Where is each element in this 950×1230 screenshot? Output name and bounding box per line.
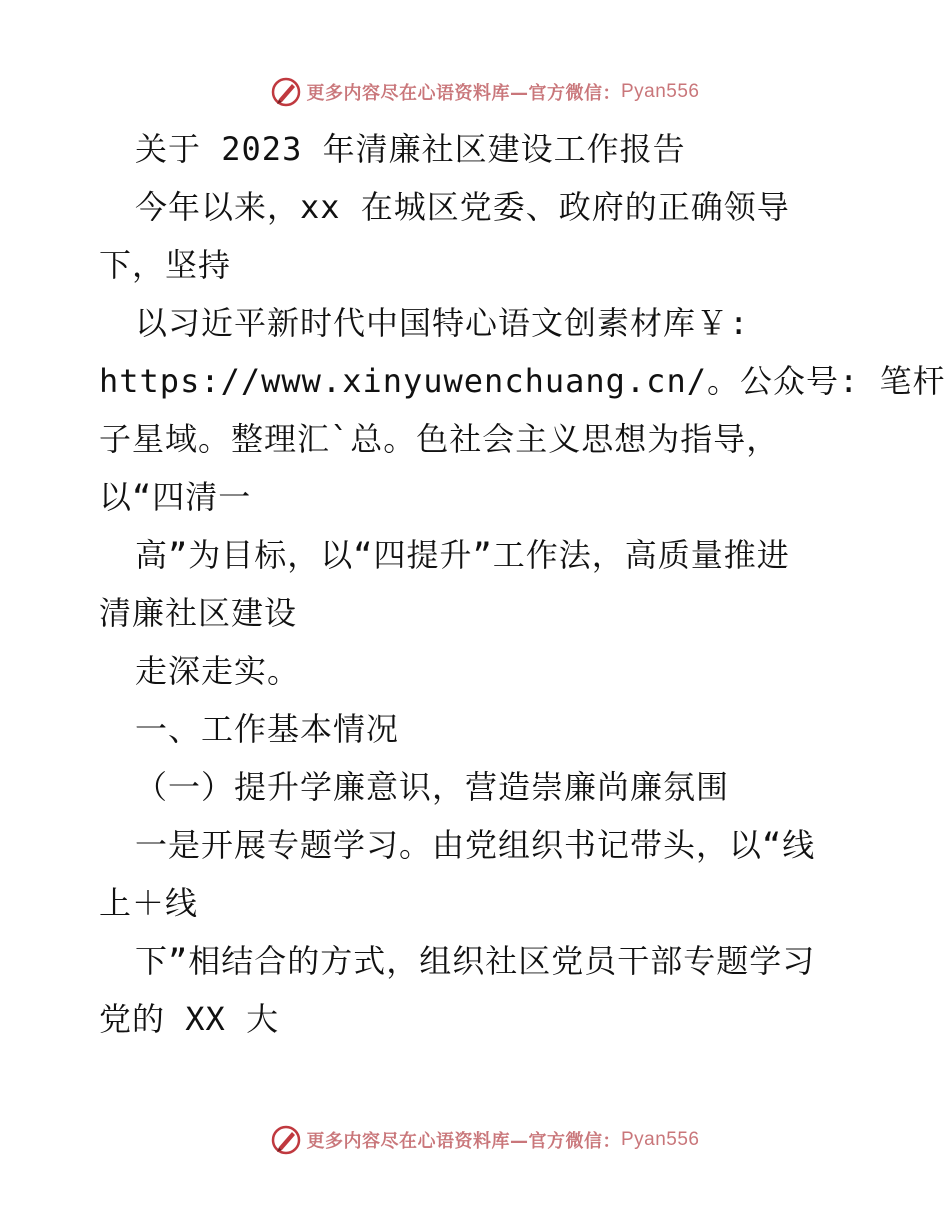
header-watermark xyxy=(0,72,950,112)
text-line: 以习近平新时代中国特心语文创素材库￥: xyxy=(135,304,750,342)
text-line: 子星域。整理汇`总。色社会主义思想为指导， xyxy=(99,420,780,458)
text-line: 党的 XX 大 xyxy=(99,1000,280,1038)
subsection-heading: （一）提升学廉意识，营造崇廉尚廉氛围 xyxy=(135,768,730,806)
text-line: 下，坚持 xyxy=(99,246,232,284)
footer-watermark xyxy=(0,1120,950,1160)
section-heading: 一、工作基本情况 xyxy=(135,710,400,748)
pen-logo-icon xyxy=(270,1124,302,1156)
text-line: https://www.xinyuwenchuang.cn/。公众号: 笔杆 xyxy=(99,362,946,400)
watermark-wechat-id: Pyan556 xyxy=(620,1129,700,1150)
watermark-text: 更多内容尽在心语资料库—官方微信： xyxy=(306,1131,621,1152)
text-line: 走深走实。 xyxy=(135,652,301,690)
text-line: 以“四清一 xyxy=(99,478,252,516)
text-line: 今年以来，xx 在城区党委、政府的正确领导 xyxy=(135,188,790,226)
document-body xyxy=(99,120,946,1048)
text-line: 高”为目标，以“四提升”工作法，高质量推进 xyxy=(135,536,790,574)
text-line: 上＋线 xyxy=(99,884,199,922)
document-title: 关于 2023 年清廉社区建设工作报告 xyxy=(135,130,686,168)
text-line: 一是开展专题学习。由党组织书记带头，以“线 xyxy=(135,826,816,864)
text-line: 清廉社区建设 xyxy=(99,594,298,632)
watermark-wechat-id: Pyan556 xyxy=(620,81,700,102)
watermark-text: 更多内容尽在心语资料库—官方微信： xyxy=(306,83,621,104)
text-line: 下”相结合的方式，组织社区党员干部专题学习 xyxy=(135,942,816,980)
pen-logo-icon xyxy=(270,76,302,108)
